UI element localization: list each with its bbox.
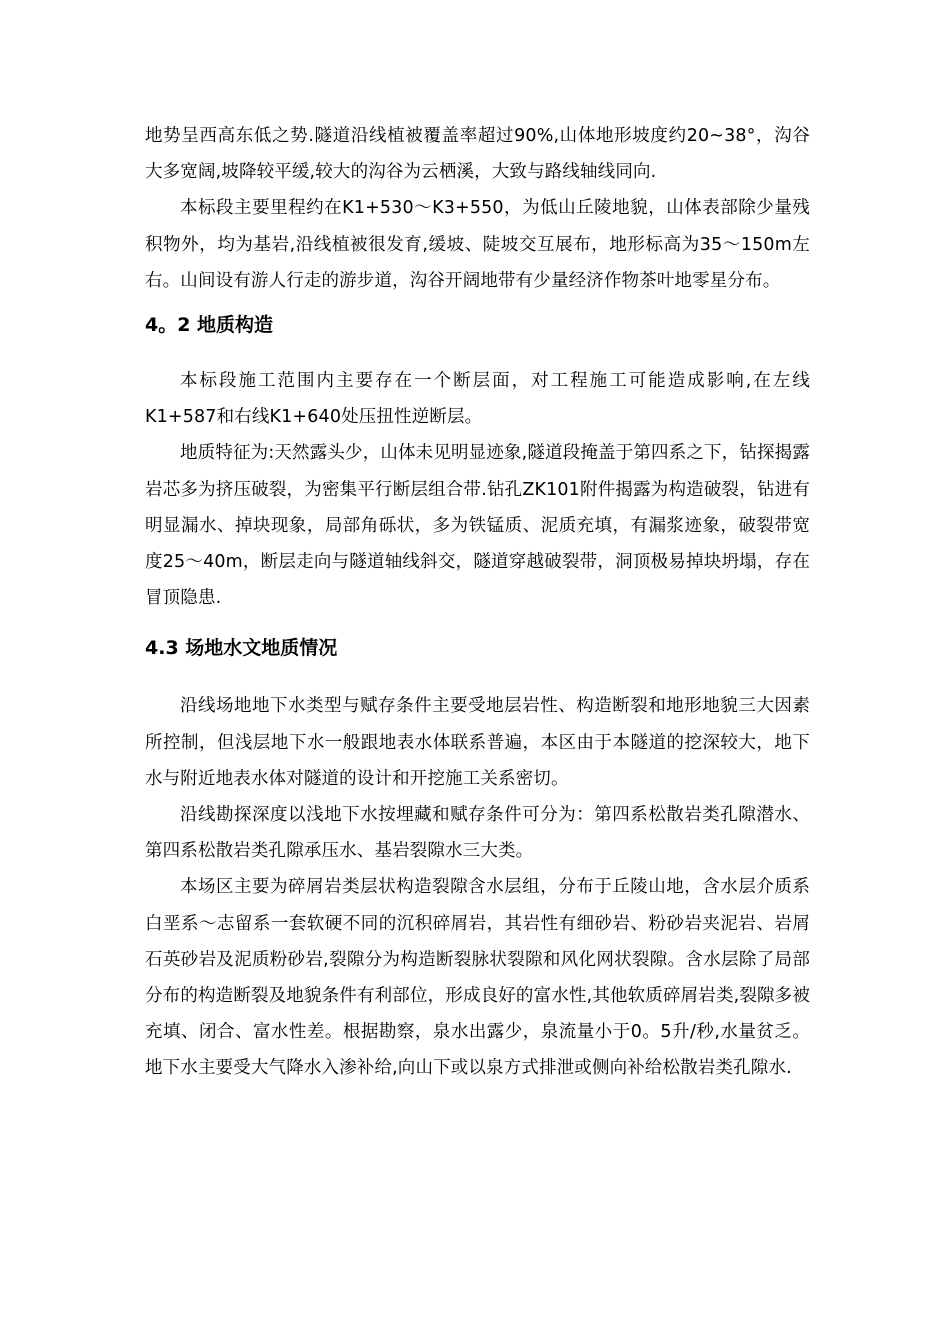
hydro-paragraph-factors: 沿线场地地下水类型与赋存条件主要受地层岩性、构造断裂和地形地貌三大因素所控制，但浅层地下水一般跟地表水体联系普遍，本区由于本隧道的挖深较大，地下水与附近地表水体对隧道的设计和开挖施工关系密切。	[145, 696, 810, 789]
heading-hydrogeology: 4.3 场地水文地质情况	[145, 637, 338, 660]
hydro-paragraph-aquifer: 本场区主要为碎屑岩类层状构造裂隙含水层组，分布于丘陵山地，含水层介质系白垩系～志留系一套软硬不同的沉积碎屑岩，其岩性有细砂岩、粉砂岩夹泥岩、岩屑石英砂岩及泥质粉砂岩,裂隙分为构造断裂脉状裂隙和风化网状裂隙。含水层除了局部分布的构造断裂及地貌条件有利部位，形成良好的富水性,其他软质碎屑岩类,裂隙多被充填、闭合、富水性差。根据勘察，泉水出露少，泉流量小于0。5升/秒,水量贫乏。地下水主要受大气降水入渗补给,向山下或以泉方式排泄或侧向补给松散岩类孔隙水.	[145, 877, 810, 1079]
structure-paragraph-fault: 本标段施工范围内主要存在一个断层面，对工程施工可能造成影响,在左线K1+587和右线K1+640处压扭性逆断层。	[145, 371, 810, 428]
intro-paragraph-terrain: 地势呈西高东低之势.隧道沿线植被覆盖率超过90%,山体地形坡度约20~38°，沟谷大多宽阔,坡降较平缓,较大的沟谷为云栖溪，大致与路线轴线同向.	[145, 126, 810, 183]
intro-paragraph-mileage: 本标段主要里程约在K1+530～K3+550，为低山丘陵地貌，山体表部除少量残积物外，均为基岩,沿线植被很发育,缓坡、陡坡交互展布，地形标高为35～150m左右。山间设有游人行走的游步道，沟谷开阔地带有少量经济作物茶叶地零星分布。	[145, 198, 810, 291]
document-page	[145, 118, 810, 1087]
structure-paragraph-features: 地质特征为:天然露头少，山体未见明显迹象,隧道段掩盖于第四系之下，钻探揭露岩芯多为挤压破裂，为密集平行断层组合带.钻孔ZK101附件揭露为构造破裂，钻进有明显漏水、掉块现象，局部角砾状，多为铁锰质、泥质充填，有漏浆迹象，破裂带宽度25～40m，断层走向与隧道轴线斜交，隧道穿越破裂带，洞顶极易掉块坍塌，存在冒顶隐患.	[145, 443, 810, 609]
hydro-paragraph-types: 沿线勘探深度以浅地下水按埋藏和赋存条件可分为：第四系松散岩类孔隙潜水、第四系松散岩类孔隙承压水、基岩裂隙水三大类。	[145, 805, 810, 862]
heading-geological-structure: 4。2 地质构造	[145, 314, 274, 337]
